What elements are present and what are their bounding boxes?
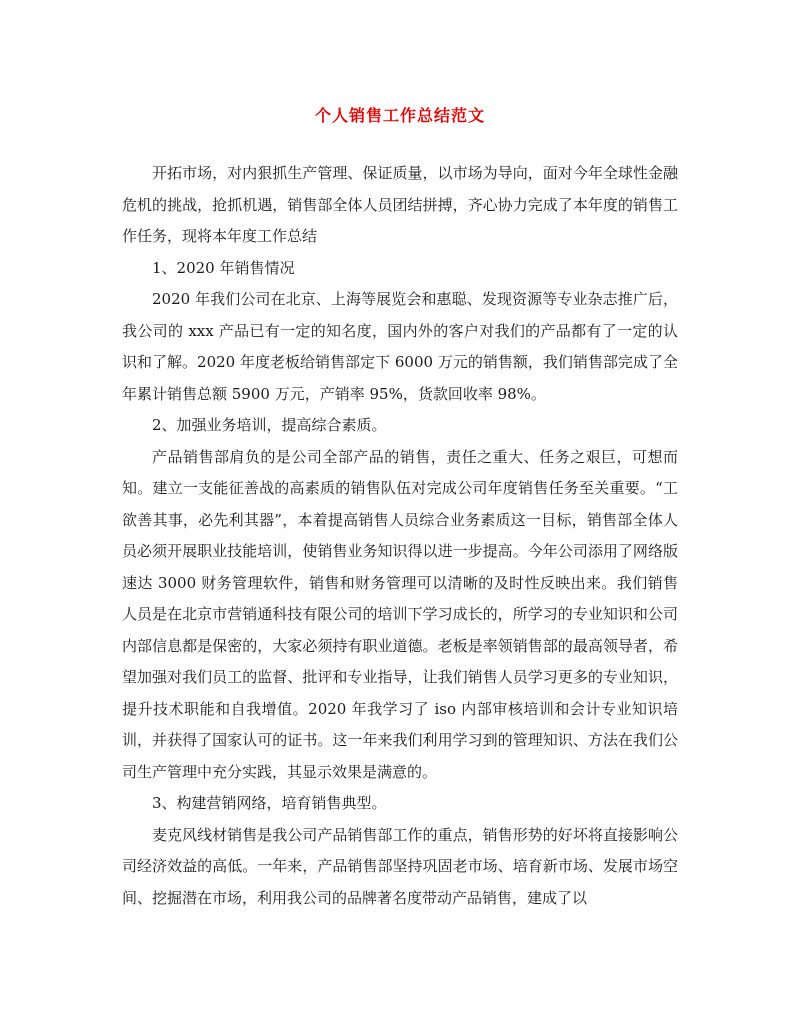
paragraph-intro: 开拓市场，对内狠抓生产管理、保证质量，以市场为导向，面对今年全球性金融危机的挑战，抢抓机遇，销售部全体人员团结拼搏，齐心协力完成了本年度的销售工作任务，现将本年度工作总结 bbox=[122, 164, 678, 245]
section-heading-sales: 1、2020 年销售情况 bbox=[152, 258, 295, 277]
paragraph-training: 产品销售部肩负的是公司全部产品的销售，责任之重大、任务之艰巨，可想而知。建立一支能征善战的高素质的销售队伍对完成公司年度销售任务至关重要。“工欲善其事，必先利其器”，本着提高销售人员综合业务素质这一目标，销售部全体人员必须开展职业技能培训，使销售业务知识得以进一步提高。今年公司添用了网络版速达 3000 财务管理软件，销售和财务管理可以清晰的及时性反映出来。我们销售人员是在北京市营销通科技有限公司的培训下学习成长的，所学习的专业知识和公司内部信息都是保密的，大家必须持有职业道德。老板是率领销售部的最高领导者，希望加强对我们员工的监督、批评和专业指导，让我们销售人员学习更多的专业知识，提升技术职能和自我增值。2020 年我学习了 iso 内部审核培训和会计专业知识培训，并获得了国家认可的证书。这一年来我们利用学习到的管理知识、方法在我们公司生产管理中充分实践，其显示效果是满意的。 bbox=[122, 447, 678, 781]
paragraph-sales: 2020 年我们公司在北京、上海等展览会和惠聪、发现资源等专业杂志推广后，我公司的 xxx 产品已有一定的知名度，国内外的客户对我们的产品都有了一定的认识和了解。2020 年度老板给销售部定下 6000 万元的销售额，我们销售部完成了全年累计销售总额 5900 万元，产销率 95%，货款回收率 98%。 bbox=[122, 290, 678, 403]
paragraph-network: 麦克风线材销售是我公司产品销售部工作的重点，销售形势的好坏将直接影响公司经济效益的高低。一年来，产品销售部坚持巩固老市场、培育新市场、发展市场空间、挖掘潜在市场，利用我公司的品牌著名度带动产品销售，建成了以 bbox=[122, 825, 678, 907]
document-body bbox=[122, 158, 678, 914]
document-title: 个人销售工作总结范文 bbox=[314, 106, 485, 125]
section-heading-training: 2、加强业务培训，提高综合素质。 bbox=[152, 416, 387, 434]
section-heading-network: 3、构建营销网络，培育销售典型。 bbox=[152, 794, 387, 812]
